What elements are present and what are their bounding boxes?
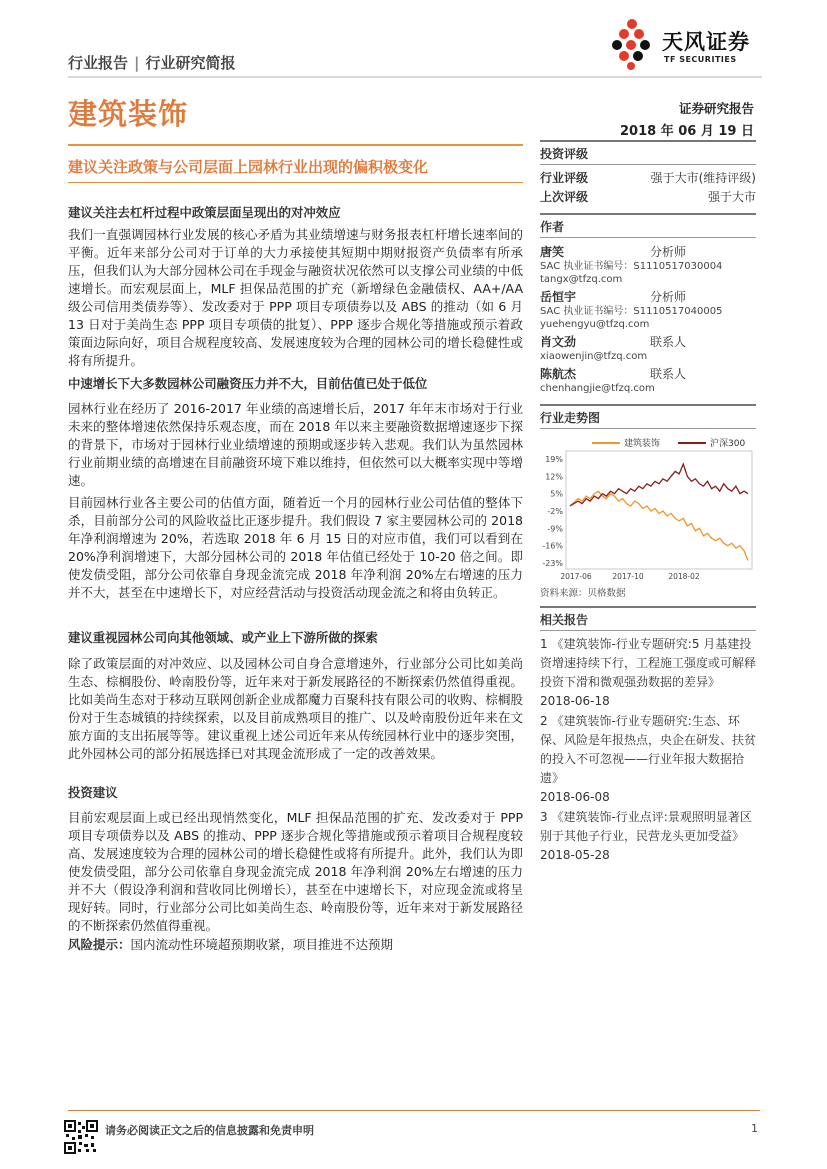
y-tick-label: -16% xyxy=(542,541,563,551)
legend-label-sector: 建筑装饰 xyxy=(624,439,661,449)
author-name: 肖文劲 xyxy=(540,335,577,349)
sector-title: 建筑装饰 xyxy=(68,97,189,131)
related-report-item[interactable] xyxy=(540,808,756,865)
author-email[interactable]: xiaowenjin@tfzq.com xyxy=(540,351,648,362)
related-report-date: 2018-05-28 xyxy=(540,848,610,862)
author-email[interactable]: chenhangjie@tfzq.com xyxy=(540,383,655,394)
footer-divider xyxy=(68,1110,760,1111)
section-heading: 投资建议 xyxy=(68,785,118,800)
header-divider xyxy=(68,76,762,78)
report-category-sep: | xyxy=(134,54,140,72)
section-paragraph: 目前宏观层面上或已经出现悄然变化，MLF 担保品范围的扩充、发改委对于 PPP 项目专项债券以及 ABS 的推动、PPP 逐步合规化等措施或预示着项目合规程度较高、发展速度较为合理的园林公司的增长稳健性或将有所提升。此外，我们认为即使发债受阻，部分公司依靠自身现金流完成 2018 年净利润 20%左右增速的压力并不大（假设净利润和营收同比例增长），甚至在中速增长下，对应现金流或将呈现好转。同时，行业部分公司比如美尚生态、岭南股份等，近年来对于新发展路径的不断探索仍然值得重视。 xyxy=(68,810,523,933)
report-category-a: 行业报告 xyxy=(68,54,129,72)
related-report-title: 1 《建筑装饰-行业专题研究:5 月基建投资增速持续下行，工程施工强度或可解释投资下滑和微观强劲数据的差异》 xyxy=(540,637,757,689)
author-cert: SAC 执业证书编号：S1110517040005 xyxy=(540,306,723,317)
x-tick-label: 2017-06 xyxy=(560,572,592,581)
company-logo xyxy=(610,18,760,70)
report-category-b: 行业研究简报 xyxy=(145,54,236,72)
author-role: 分析师 xyxy=(650,245,687,259)
author-name: 岳恒宇 xyxy=(540,290,577,304)
industry-rating-label: 行业评级 xyxy=(540,171,589,185)
previous-rating-row xyxy=(540,188,756,207)
author-entry xyxy=(540,289,756,331)
section-paragraph: 除了政策层面的对冲效应、以及园林公司自身合意增速外，行业部分公司比如美尚生态、棕榈股份、岭南股份等，近年来对于新发展路径的不断探索仍然值得重视。比如美尚生态对于移动互联网创新企业成都魔力百聚科技有限公司的收购、棕榈股份对于生态城镇的持续探索，以及目前成熟项目的推广、以及岭南股份近年来在文旅方面的支出拓展等等。建议重视上述公司近年来从传统园林行业中的逐步突围，此外园林公司的部分拓展选择已对其现金流形成了一定的改善效果。 xyxy=(68,656,523,761)
logo-name: 天风证券 xyxy=(662,30,750,54)
y-tick-label: -2% xyxy=(547,507,563,516)
rating-heading: 投资评级 xyxy=(540,140,756,165)
author-name: 陈航杰 xyxy=(540,367,577,381)
author-email[interactable]: tangx@tfzq.com xyxy=(540,274,623,285)
chart-heading: 行业走势图 xyxy=(540,404,756,429)
risk-text: 国内流动性环境超预期收紧，项目推进不达预期 xyxy=(130,937,394,952)
industry-rating-value: 强于大市(维持评级) xyxy=(650,171,756,185)
author-email[interactable]: yuehengyu@tfzq.com xyxy=(540,319,650,330)
related-reports-panel xyxy=(540,606,756,866)
previous-rating-value: 强于大市 xyxy=(707,190,756,204)
author-name: 唐笑 xyxy=(540,245,565,259)
title-rule-top xyxy=(68,144,523,146)
related-heading: 相关报告 xyxy=(540,606,756,631)
logo-dots-icon xyxy=(610,18,660,70)
x-tick-label: 2018-02 xyxy=(668,572,700,581)
section-heading: 中速增长下大多数园林公司融资压力并不大，目前估值已处于低位 xyxy=(68,376,428,391)
y-tick-label: -23% xyxy=(542,559,563,568)
title-rule-bottom xyxy=(68,182,523,183)
author-role: 联系人 xyxy=(650,335,687,349)
industry-trend-chart xyxy=(540,431,756,583)
section-paragraph: 我们一直强调园林行业发展的核心矛盾为其业绩增速与财务报表杠杆增长速率间的平衡。近年来部分公司对于订单的大力承接使其短期中期财报资产负债率有所承压，但我们认为大部分园林公司在手现金与融资状况依然可以支撑公司业绩的中低速增长。而宏观层面上，MLF 担保品范围的扩充（新增绿色金融债权、AA+/AA 级公司信用类债券等）、发改委对于 PPP 项目专项债券以及 ABS 的推动（如 6 月 13 日对于美尚生态 PPP 项目专项债的批复）、PPP 逐步合规化等措施或预示着政策面边际向好，项目合规程度较高、发展速度较为合理的园林公司的增长稳健性或将有所提升。 xyxy=(68,227,523,368)
related-report-item[interactable] xyxy=(540,712,756,807)
authors-panel xyxy=(540,213,756,395)
section-heading: 建议关注去杠杆过程中政策层面呈现出的对冲效应 xyxy=(68,205,341,220)
industry-trend-panel xyxy=(540,404,756,599)
author-entry xyxy=(540,334,756,363)
risk-warning xyxy=(68,936,523,954)
author-entry xyxy=(540,366,756,395)
footer-disclaimer: 请务必阅读正文之后的信息披露和免责申明 xyxy=(105,1124,314,1137)
page-number: 1 xyxy=(751,1122,758,1135)
author-role: 分析师 xyxy=(650,290,687,304)
related-list xyxy=(540,635,756,865)
related-report-item[interactable] xyxy=(540,635,756,711)
related-report-date: 2018-06-18 xyxy=(540,694,610,708)
y-tick-label: 5% xyxy=(550,489,563,499)
related-report-title: 3 《建筑装饰-行业点评:景观照明显著区别于其他子行业，民营龙头更加受益》 xyxy=(540,810,752,843)
section-paragraph: 目前园林行业各主要公司的估值方面，随着近一个月的园林行业公司估值的整体下杀，目前部分公司的风险收益比正逐步提升。我们假设 7 家主要园林公司的 2018 年净利润增速为 20%，若选取 2018 年 6 月 15 日的对应市值，我们可以看到在 20%净利润增速下，大部分园林公司的 2018 年估值已经处于 10-20 倍之间。即使发债受阻，部分公司依靠自身现金流完成 2018 年净利润 20%左右增速的压力并不大，甚至在中速增长下，对应经营活动与投资活动现金流之和将由负转正。 xyxy=(68,495,523,600)
qr-code-icon xyxy=(64,1120,98,1154)
industry-rating-row xyxy=(540,169,756,188)
x-tick-label: 2017-10 xyxy=(612,572,644,581)
document-type: 证券研究报告 xyxy=(678,101,754,116)
related-report-title: 2 《建筑装饰-行业专题研究:生态、环保、风险是年报热点，央企在研发、扶贫的投入不可忽视——行业年报大数据拾遗》 xyxy=(540,714,757,785)
section-paragraph: 园林行业在经历了 2016-2017 年业绩的高速增长后，2017 年年末市场对于行业未来的整体增速依然保持乐观态度，而在 2018 年以来主要融资数据增速逐步下探的背景下，市场对于园林行业业绩增速的预期或逐步转入悲观。我们认为虽然园林行业前期业绩的高增速在目前融资环境下难以维持，但依然可以大概率实现中等增速。 xyxy=(68,401,523,488)
related-report-date: 2018-06-08 xyxy=(540,790,610,804)
author-role: 联系人 xyxy=(650,367,687,381)
section-heading: 建议重视园林公司向其他领域、或产业上下游所做的探索 xyxy=(68,630,378,645)
report-date: 2018 年 06 月 19 日 xyxy=(620,124,754,139)
y-tick-label: 19% xyxy=(545,455,563,464)
authors-heading: 作者 xyxy=(540,213,756,238)
report-category xyxy=(68,52,236,73)
author-entry xyxy=(540,244,756,286)
previous-rating-label: 上次评级 xyxy=(540,190,589,204)
author-cert: SAC 执业证书编号：S1110517030004 xyxy=(540,261,723,272)
logo-english-name: TF SECURITIES xyxy=(664,55,737,64)
risk-label: 风险提示： xyxy=(68,937,131,952)
report-title: 建议关注政策与公司层面上园林行业出现的偏积极变化 xyxy=(68,158,429,176)
y-tick-label: -9% xyxy=(547,524,563,534)
y-tick-label: 12% xyxy=(545,472,563,482)
chart-source: 资料来源：贝格数据 xyxy=(540,588,626,599)
legend-label-index: 沪深300 xyxy=(710,439,746,449)
rating-panel xyxy=(540,140,756,207)
chart-plot-area xyxy=(566,451,752,569)
